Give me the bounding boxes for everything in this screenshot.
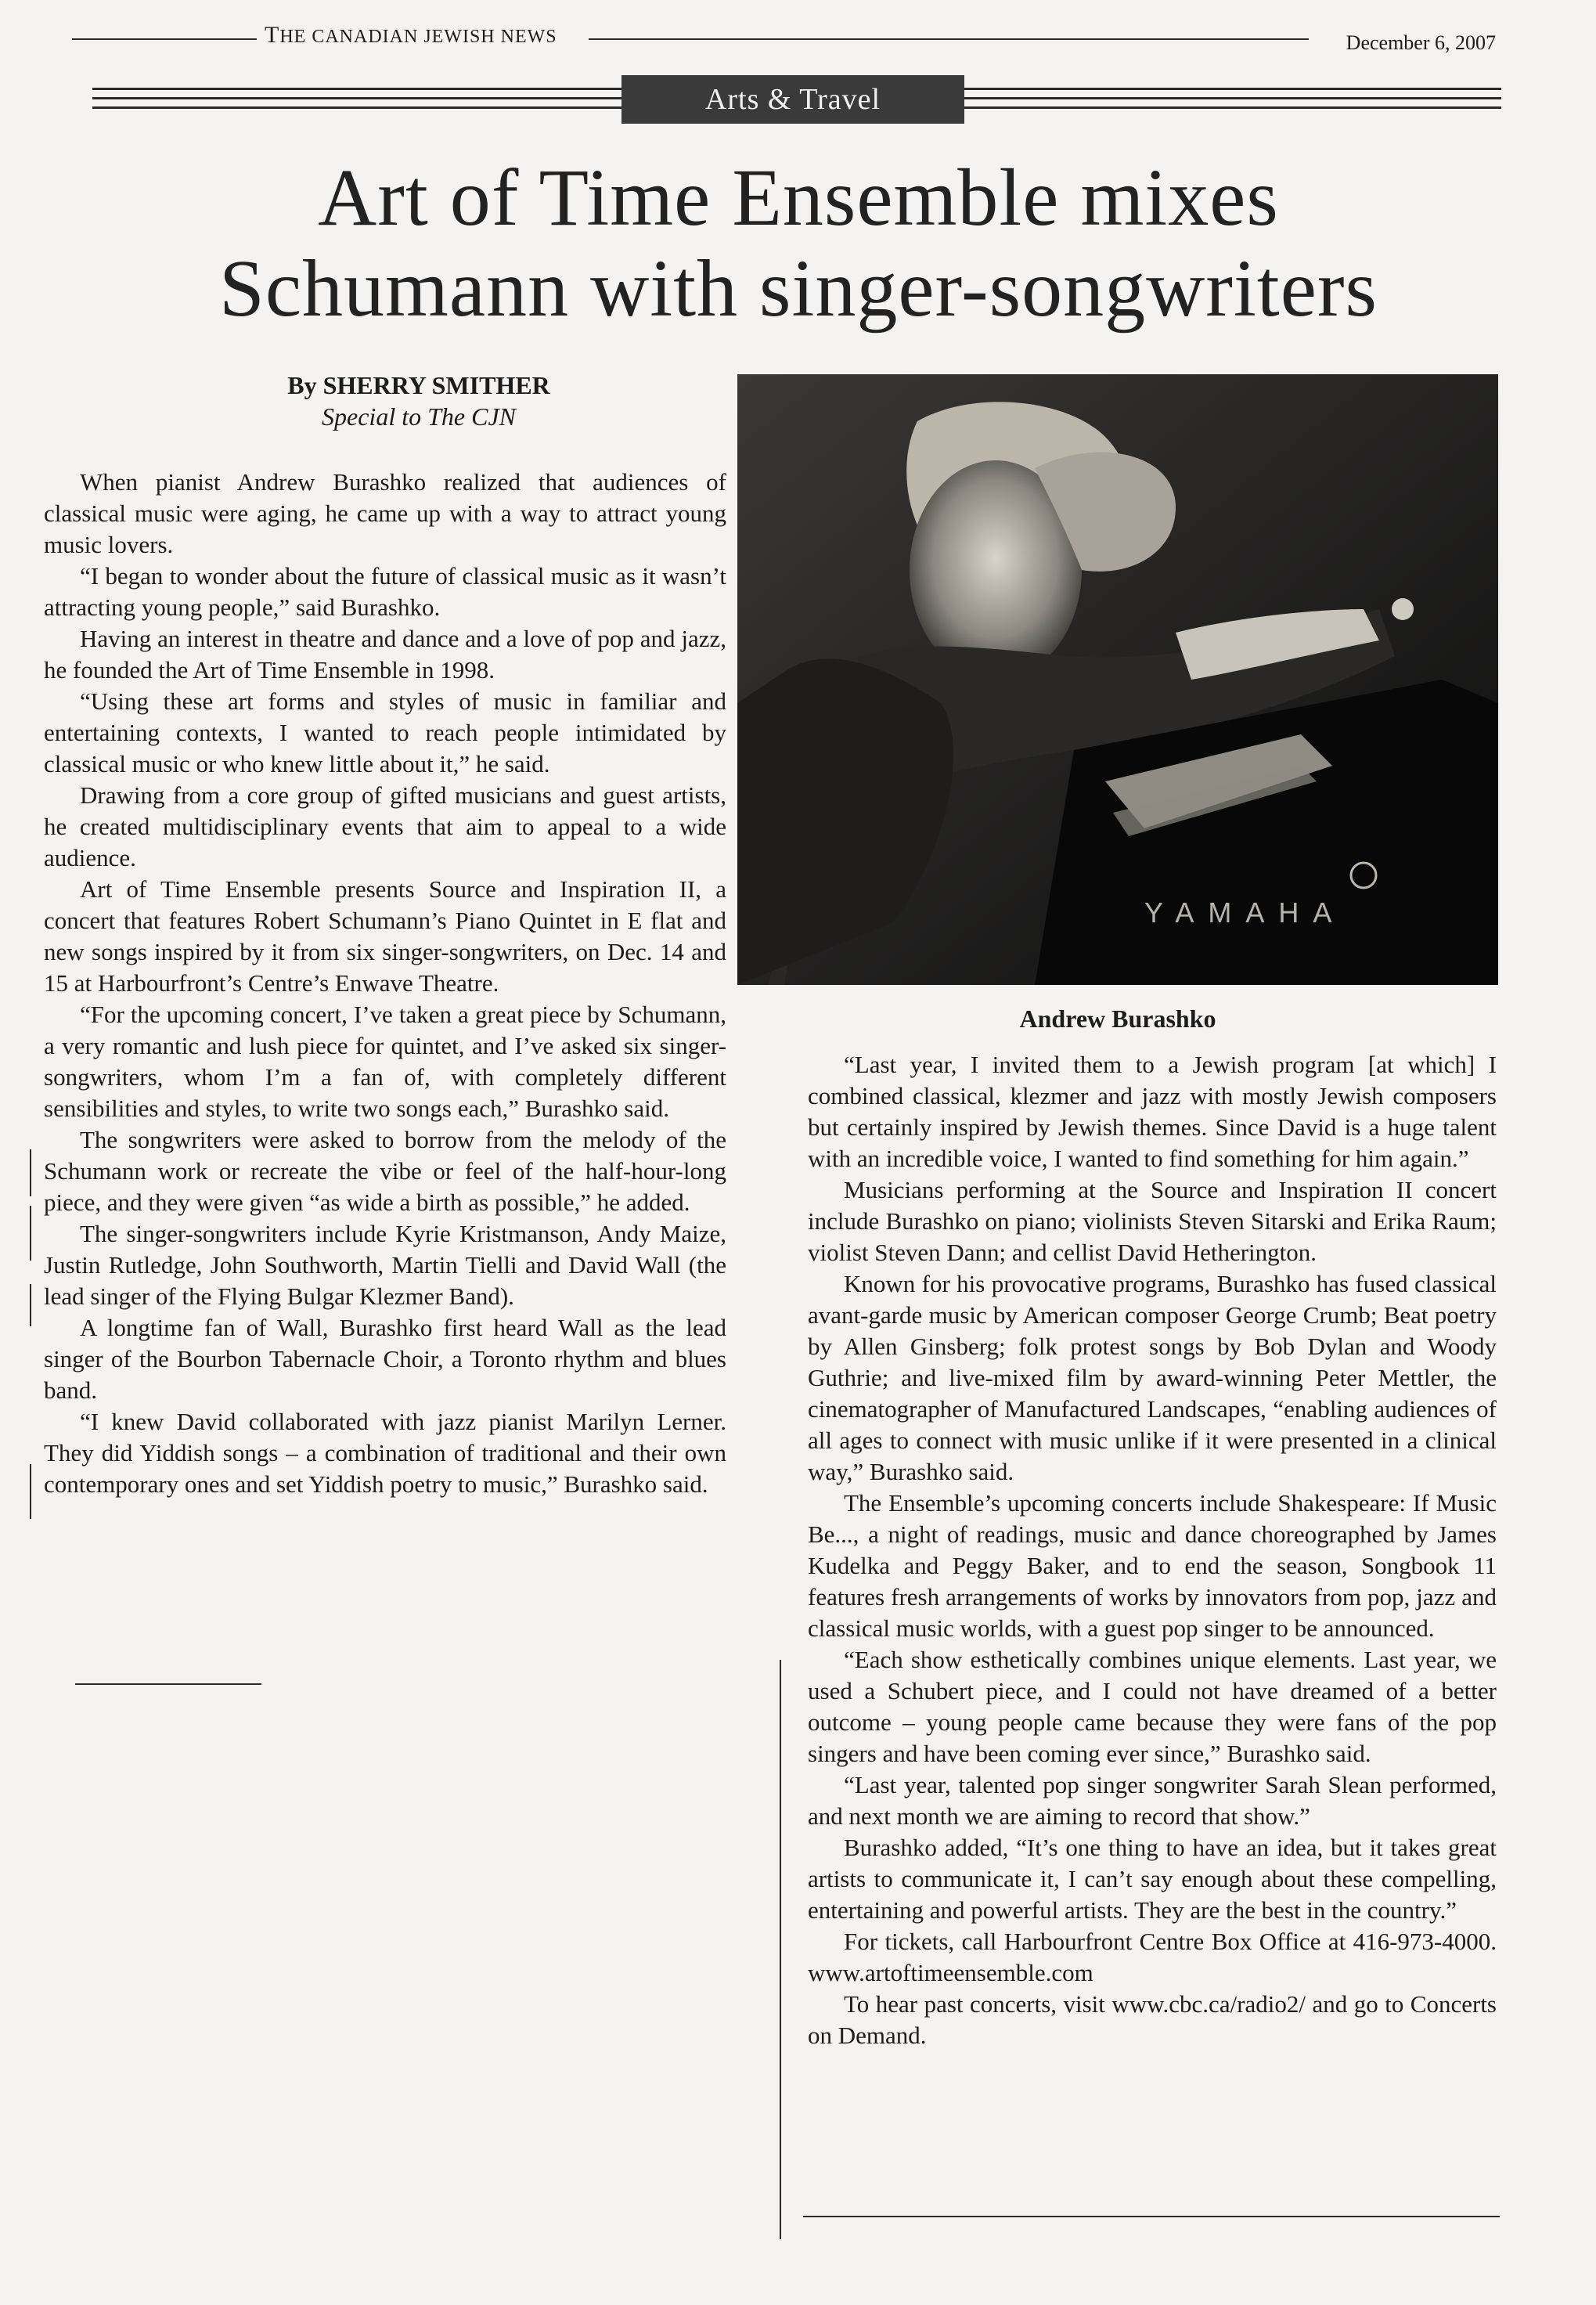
paragraph: The singer-songwriters include Kyrie Kristmanson, Andy Maize, Justin Rutledge, John Southworth, Martin Tielli and David Wall (the lead singer of the Flying Bulgar Klezmer Band). [44,1220,726,1310]
section-rule-left-3 [92,106,621,109]
byline-author: By SHERRY SMITHER [287,371,550,399]
margin-mark [30,1284,31,1326]
paragraph: “For the upcoming concert, I’ve taken a great piece by Schumann, a very romantic and lush piece for quintet, and I’ve asked six singer-songwriters, whom I’m a fan of, with completely different sensibilities and styles, to write two songs each,” Burashko said. [44,1001,726,1122]
byline-affiliation: Special to The CJN [322,402,516,431]
headline-line-2: Schumann with singer-songwriters [219,243,1378,334]
article-column-right [808,1049,1497,2051]
photo-caption: Andrew Burashko [1019,1005,1216,1033]
paragraph: The Ensemble’s upcoming concerts include Shakespeare: If Music Be..., a night of readings, music and dance choreographed by James Kudelka and Peggy Baker, and to end the season, Songbook 11 features fresh arrangements of works by innovators from pop, jazz and classical music worlds, with a guest pop singer to be announced. [808,1489,1497,1642]
section-rule-left-1 [92,88,621,90]
paragraph: For tickets, call Harbourfront Centre Box Office at 416-973-4000. www.artoftimeensemble.com [808,1928,1497,1986]
publication-initial: T [265,22,280,48]
article-column-left [44,467,726,1500]
paragraph: Burashko added, “It’s one thing to have an idea, but it takes great artists to communicate it, I can’t say enough about these compelling, entertaining and powerful artists. They are the best in the country.” [808,1834,1497,1924]
photo-andrew-burashko-at-piano [737,374,1498,985]
publication-name-rest: HE CANADIAN JEWISH NEWS [279,27,557,47]
article-photo [737,374,1498,985]
paragraph: Musicians performing at the Source and Inspiration II concert include Burashko on piano; violinists Steven Sitarski and Erika Raum; violist Steven Dann; and cellist David Hetherington. [808,1176,1497,1266]
masthead-rule-left [72,38,257,40]
paragraph: Known for his provocative programs, Burashko has fused classical avant-garde music by American composer George Crumb; Beat poetry by Allen Ginsberg; folk protest songs by Bob Dylan and Woody Guthrie; and live-mixed film by award-winning Peter Mettler, the cinematographer of Manufactured Landscapes, “enabling audiences of all ages to connect with music unlike if it were presented in a clinical way,” Burashko said. [808,1270,1497,1485]
paragraph: To hear past concerts, visit www.cbc.ca/radio2/ and go to Concerts on Demand. [808,1990,1497,2049]
photo-piano-brand-text: YAMAHA [1144,896,1346,929]
paragraph: A longtime fan of Wall, Burashko first heard Wall as the lead singer of the Bourbon Tabernacle Choir, a Toronto rhythm and blues band. [44,1314,726,1404]
section-label: Arts & Travel [621,75,964,124]
paragraph: “I began to wonder about the future of classical music as it wasn’t attracting young people,” said Burashko. [44,562,726,621]
margin-mark [30,1149,31,1196]
headline-line-1: Art of Time Ensemble mixes [318,153,1279,243]
left-column-end-rule [75,1683,261,1685]
margin-mark [30,1464,31,1519]
byline [254,370,583,432]
paragraph: “I knew David collaborated with jazz pianist Marilyn Lerner. They did Yiddish songs – a combination of traditional and their own contemporary ones and set Yiddish poetry to music,” Burashko said. [44,1408,726,1498]
article-headline [110,153,1487,334]
paragraph: “Last year, I invited them to a Jewish program [at which] I combined classical, klezmer and jazz with mostly Jewish composers but certainly inspired by Jewish themes. Since David is a huge talent with an incredible voice, I wanted to find something for him again.” [808,1051,1497,1172]
section-rule-left-2 [92,97,621,99]
issue-date: December 6, 2007 [1346,31,1496,54]
column-divider [780,1660,781,2239]
section-rule-right-2 [964,97,1501,99]
publication-name [265,22,557,49]
paragraph: When pianist Andrew Burashko realized that audiences of classical music were aging, he came up with a way to attract young music lovers. [44,468,726,558]
paragraph: Art of Time Ensemble presents Source and Inspiration II, a concert that features Robert Schumann’s Piano Quintet in E flat and new songs inspired by it from six singer-songwriters, on Dec. 14 and 15 at Harbourfront’s Centre’s Enwave Theatre. [44,875,726,997]
paragraph: The songwriters were asked to borrow from the melody of the Schumann work or recreate the vibe or feel of the half-hour-long piece, and they were given “as wide a birth as possible,” he added. [44,1126,726,1216]
paragraph: Having an interest in theatre and dance and a love of pop and jazz, he founded the Art of Time Ensemble in 1998. [44,625,726,684]
margin-mark [30,1206,31,1261]
paragraph: “Last year, talented pop singer songwriter Sarah Slean performed, and next month we are aiming to record that show.” [808,1771,1497,1830]
paragraph: Drawing from a core group of gifted musicians and guest artists, he created multidisciplinary events that aim to appeal to a wide audience. [44,781,726,871]
section-rule-right-1 [964,88,1501,90]
paragraph: “Each show esthetically combines unique elements. Last year, we used a Schubert piece, and I could not have dreamed of a better outcome – young people came because they were fans of the pop singers and have been coming ever since,” Burashko said. [808,1646,1497,1767]
paragraph: “Using these art forms and styles of music in familiar and entertaining contexts, I wanted to reach people intimidated by classical music or who knew little about it,” he said. [44,687,726,777]
right-column-end-rule [803,2216,1500,2217]
masthead-rule-right [589,38,1309,40]
section-rule-right-3 [964,106,1501,109]
